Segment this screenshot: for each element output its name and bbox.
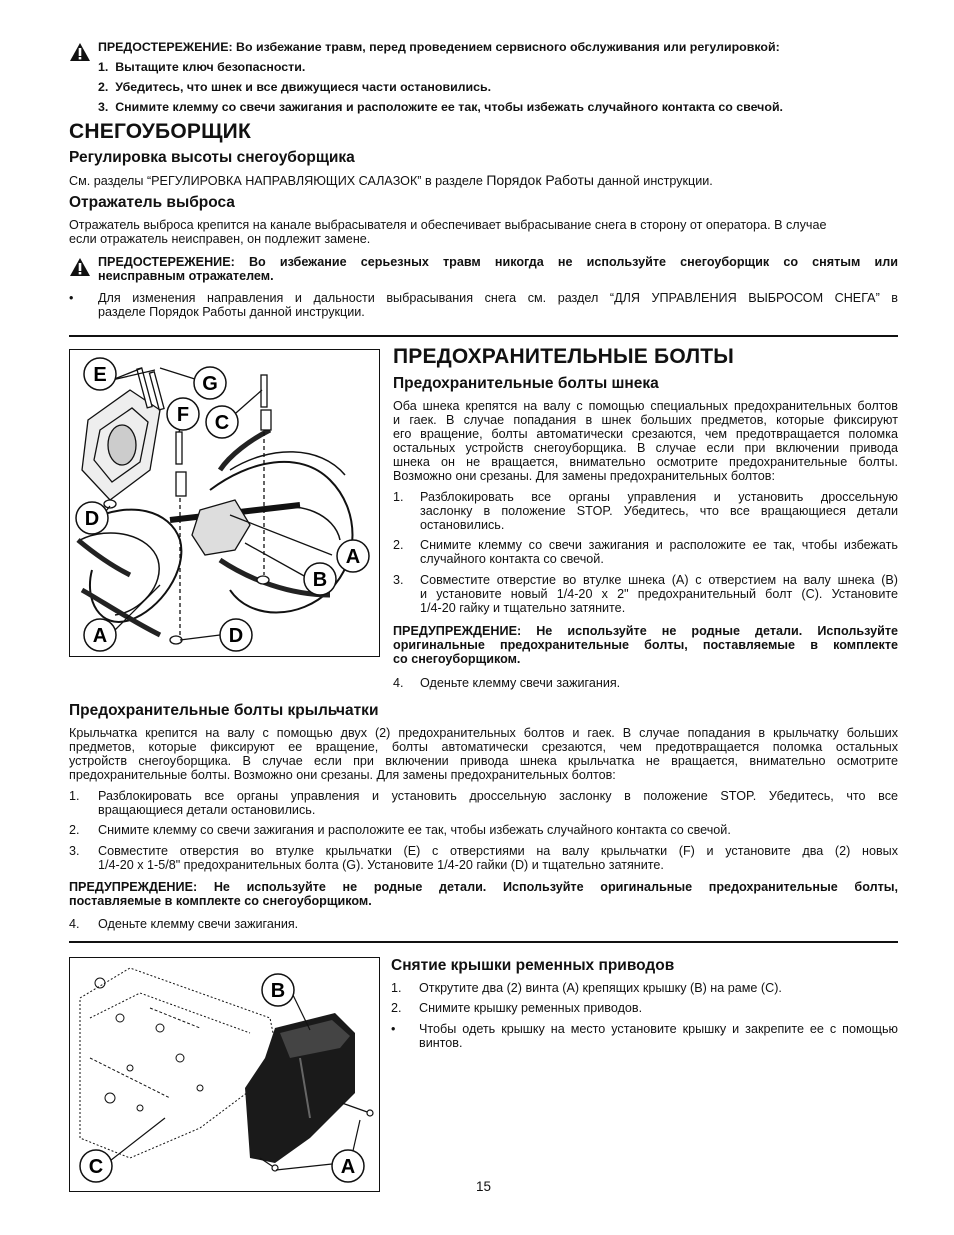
height-heading: Регулировка высоты снегоуборщика [69, 149, 355, 166]
auger-step-1-num: 1. [393, 490, 404, 504]
callout-a-right: A [345, 546, 361, 568]
belt-cover-figure [69, 957, 380, 1192]
auger-step-3-num: 3. [393, 573, 404, 587]
warning-triangle-icon [69, 257, 91, 277]
auger-step-4-num: 4. [393, 676, 404, 690]
section-title-shear-bolts: ПРЕДОХРАНИТЕЛЬНЫЕ БОЛТЫ [393, 345, 735, 368]
section-divider [69, 335, 898, 337]
deflector-heading: Отражатель выброса [69, 194, 235, 211]
page-number: 15 [476, 1179, 492, 1194]
callout-c: C [214, 412, 230, 434]
warning-triangle-icon [69, 42, 91, 62]
callout-a: A [340, 1156, 356, 1178]
deflector-line-1: Отражатель выброса крепится на канале выбрасывателя и обеспечивает выбрасывание снега в сторону от оператора. В случае [69, 218, 827, 232]
bullet-mark: • [391, 1022, 396, 1036]
impeller-step-2: Снимите клемму со свечи зажигания и расположите ее так, чтобы избежать случайного контакта со свечой. [98, 823, 731, 837]
belt-bullet: Чтобы одеть крышку на место установите крышку и закрепите ее с помощью винтов. [419, 1022, 898, 1050]
section-divider [69, 941, 898, 943]
callout-a-left: A [92, 625, 108, 647]
callout-d-top: D [84, 508, 100, 530]
shear-bolt-figure [69, 349, 380, 657]
auger-caution: ПРЕДУПРЕЖДЕНИЕ: Не используйте не родные детали. Используйте оригинальные предохранительные болты, поставляемые в комплекте со снегоуборщиком. [393, 624, 898, 666]
impeller-step-3: Совместите отверстия во втулке крыльчатки (E) с отверстиями на валу крыльчатки (F) и установите два (2) новых 1/4-20 x 1-5/8" предохранительных болта (G). Установите 1/4-20 гайки (D) и тщательно затяните. [98, 844, 898, 872]
auger-bolts-paragraph: Оба шнека крепятся на валу с помощью специальных предохранительных болтов и гаек. В случае попадания в шнек больших предметов, которые фиксируют его вращение, болты автоматически срезаются, чем предотвращается поломка остальных устройств снегоуборщика. В случае если при включении привода шнека он не вращается, внимательно осмотрите предохранительные болты. Возможно они срезаны. Для замены предохранительных болтов: [393, 399, 898, 483]
callout-g: G [202, 373, 218, 395]
auger-bolts-heading: Предохранительные болты шнека [393, 375, 659, 392]
belt-step-1: Открутите два (2) винта (A) крепящих крышку (B) на раме (C). [419, 981, 782, 995]
auger-step-3: Совместите отверстие во втулке шнека (A) с отверстием на валу шнека (B) и установите новый 1/4-20 x 2" предохранительный болт (C). Установите 1/4-20 гайку и тщательно затяните. [420, 573, 898, 615]
impeller-step-3-num: 3. [69, 844, 80, 858]
top-warning-title: ПРЕДОСТЕРЕЖЕНИЕ: Во избежание травм, перед проведением сервисного обслуживания или регулировкой: [98, 40, 780, 54]
belt-step-2: Снимите крышку ременных приводов. [419, 1001, 643, 1015]
belt-cover-heading: Снятие крышки ременных приводов [391, 957, 675, 974]
deflector-bullet-line-1: Для изменения направления и дальности выбрасывания снега см. раздел “ДЛЯ УПРАВЛЕНИЯ ВЫБРОСОМ СНЕГА” в [98, 291, 898, 305]
belt-step-1-num: 1. [391, 981, 402, 995]
auger-step-2: Снимите клемму со свечи зажигания и расположите ее так, чтобы избежать случайного контакта со свечой. [420, 538, 898, 566]
bullet-mark: • [69, 291, 74, 305]
auger-step-1: Разблокировать все органы управления и установить дроссельную заслонку в положение STOP. Убедитесь, что все вращающиеся детали остановились. [420, 490, 898, 532]
callout-b: B [312, 569, 328, 591]
auger-step-4: Оденьте клемму свечи зажигания. [420, 676, 621, 690]
deflector-bullet-line-2: разделе Порядок Работы данной инструкции. [98, 305, 365, 319]
deflector-warning-line-2: неисправным отражателем. [98, 269, 274, 283]
shear-bolt-illustration [70, 350, 378, 655]
callout-c: C [88, 1156, 104, 1178]
callout-e: E [93, 364, 107, 386]
callout-d-bottom: D [228, 625, 244, 647]
impeller-step-4-num: 4. [69, 917, 80, 931]
top-warning-item-3: 3. Снимите клемму со свечи зажигания и расположите ее так, чтобы избежать случайного контакта со свечой. [98, 100, 784, 114]
section-title-snowblower: СНЕГОУБОРЩИК [69, 120, 251, 143]
top-warning-item-2: 2. Убедитесь, что шнек и все движущиеся части остановились. [98, 80, 492, 94]
height-text: См. разделы “РЕГУЛИРОВКА НАПРАВЛЯЮЩИХ САЛАЗОК” в разделе Порядок Работы данной инструкции. [69, 172, 713, 188]
impeller-bolts-heading: Предохранительные болты крыльчатки [69, 702, 379, 719]
impeller-step-4: Оденьте клемму свечи зажигания. [98, 917, 299, 931]
impeller-step-1: Разблокировать все органы управления и установить дроссельную заслонку в положение STOP. Убедитесь, что все вращающиеся детали остановились. [98, 789, 898, 817]
belt-step-2-num: 2. [391, 1001, 402, 1015]
impeller-step-2-num: 2. [69, 823, 80, 837]
callout-f: F [176, 404, 190, 426]
impeller-step-1-num: 1. [69, 789, 80, 803]
top-warning-item-1: 1. Вытащите ключ безопасности. [98, 60, 306, 74]
belt-cover-illustration [70, 958, 378, 1190]
impeller-caution: ПРЕДУПРЕЖДЕНИЕ: Не используйте не родные детали. Используйте оригинальные предохранительные болты, поставляемые в комплекте со снегоуборщиком. [69, 880, 898, 908]
auger-step-2-num: 2. [393, 538, 404, 552]
impeller-bolts-paragraph: Крыльчатка крепится на валу с помощью двух (2) предохранительных болтов и гаек. В случае попадания в крыльчатку больших предметов, которые фиксируют ее вращение, болты автоматически срезаются, чем предотвращается поломка остальных устройств снегоуборщика. В случае если при включении привода шнека крыльчатка не вращается, внимательно осмотрите предохранительные болты. Возможно они срезаны. Для замены предохранительных болтов: [69, 726, 898, 782]
deflector-line-2: если отражатель неисправен, он подлежит замене. [69, 232, 371, 246]
deflector-warning-line-1: ПРЕДОСТЕРЕЖЕНИЕ: Во избежание серьезных травм никогда не используйте снегоуборщик со снятым или [98, 255, 898, 269]
callout-b: B [270, 980, 286, 1002]
